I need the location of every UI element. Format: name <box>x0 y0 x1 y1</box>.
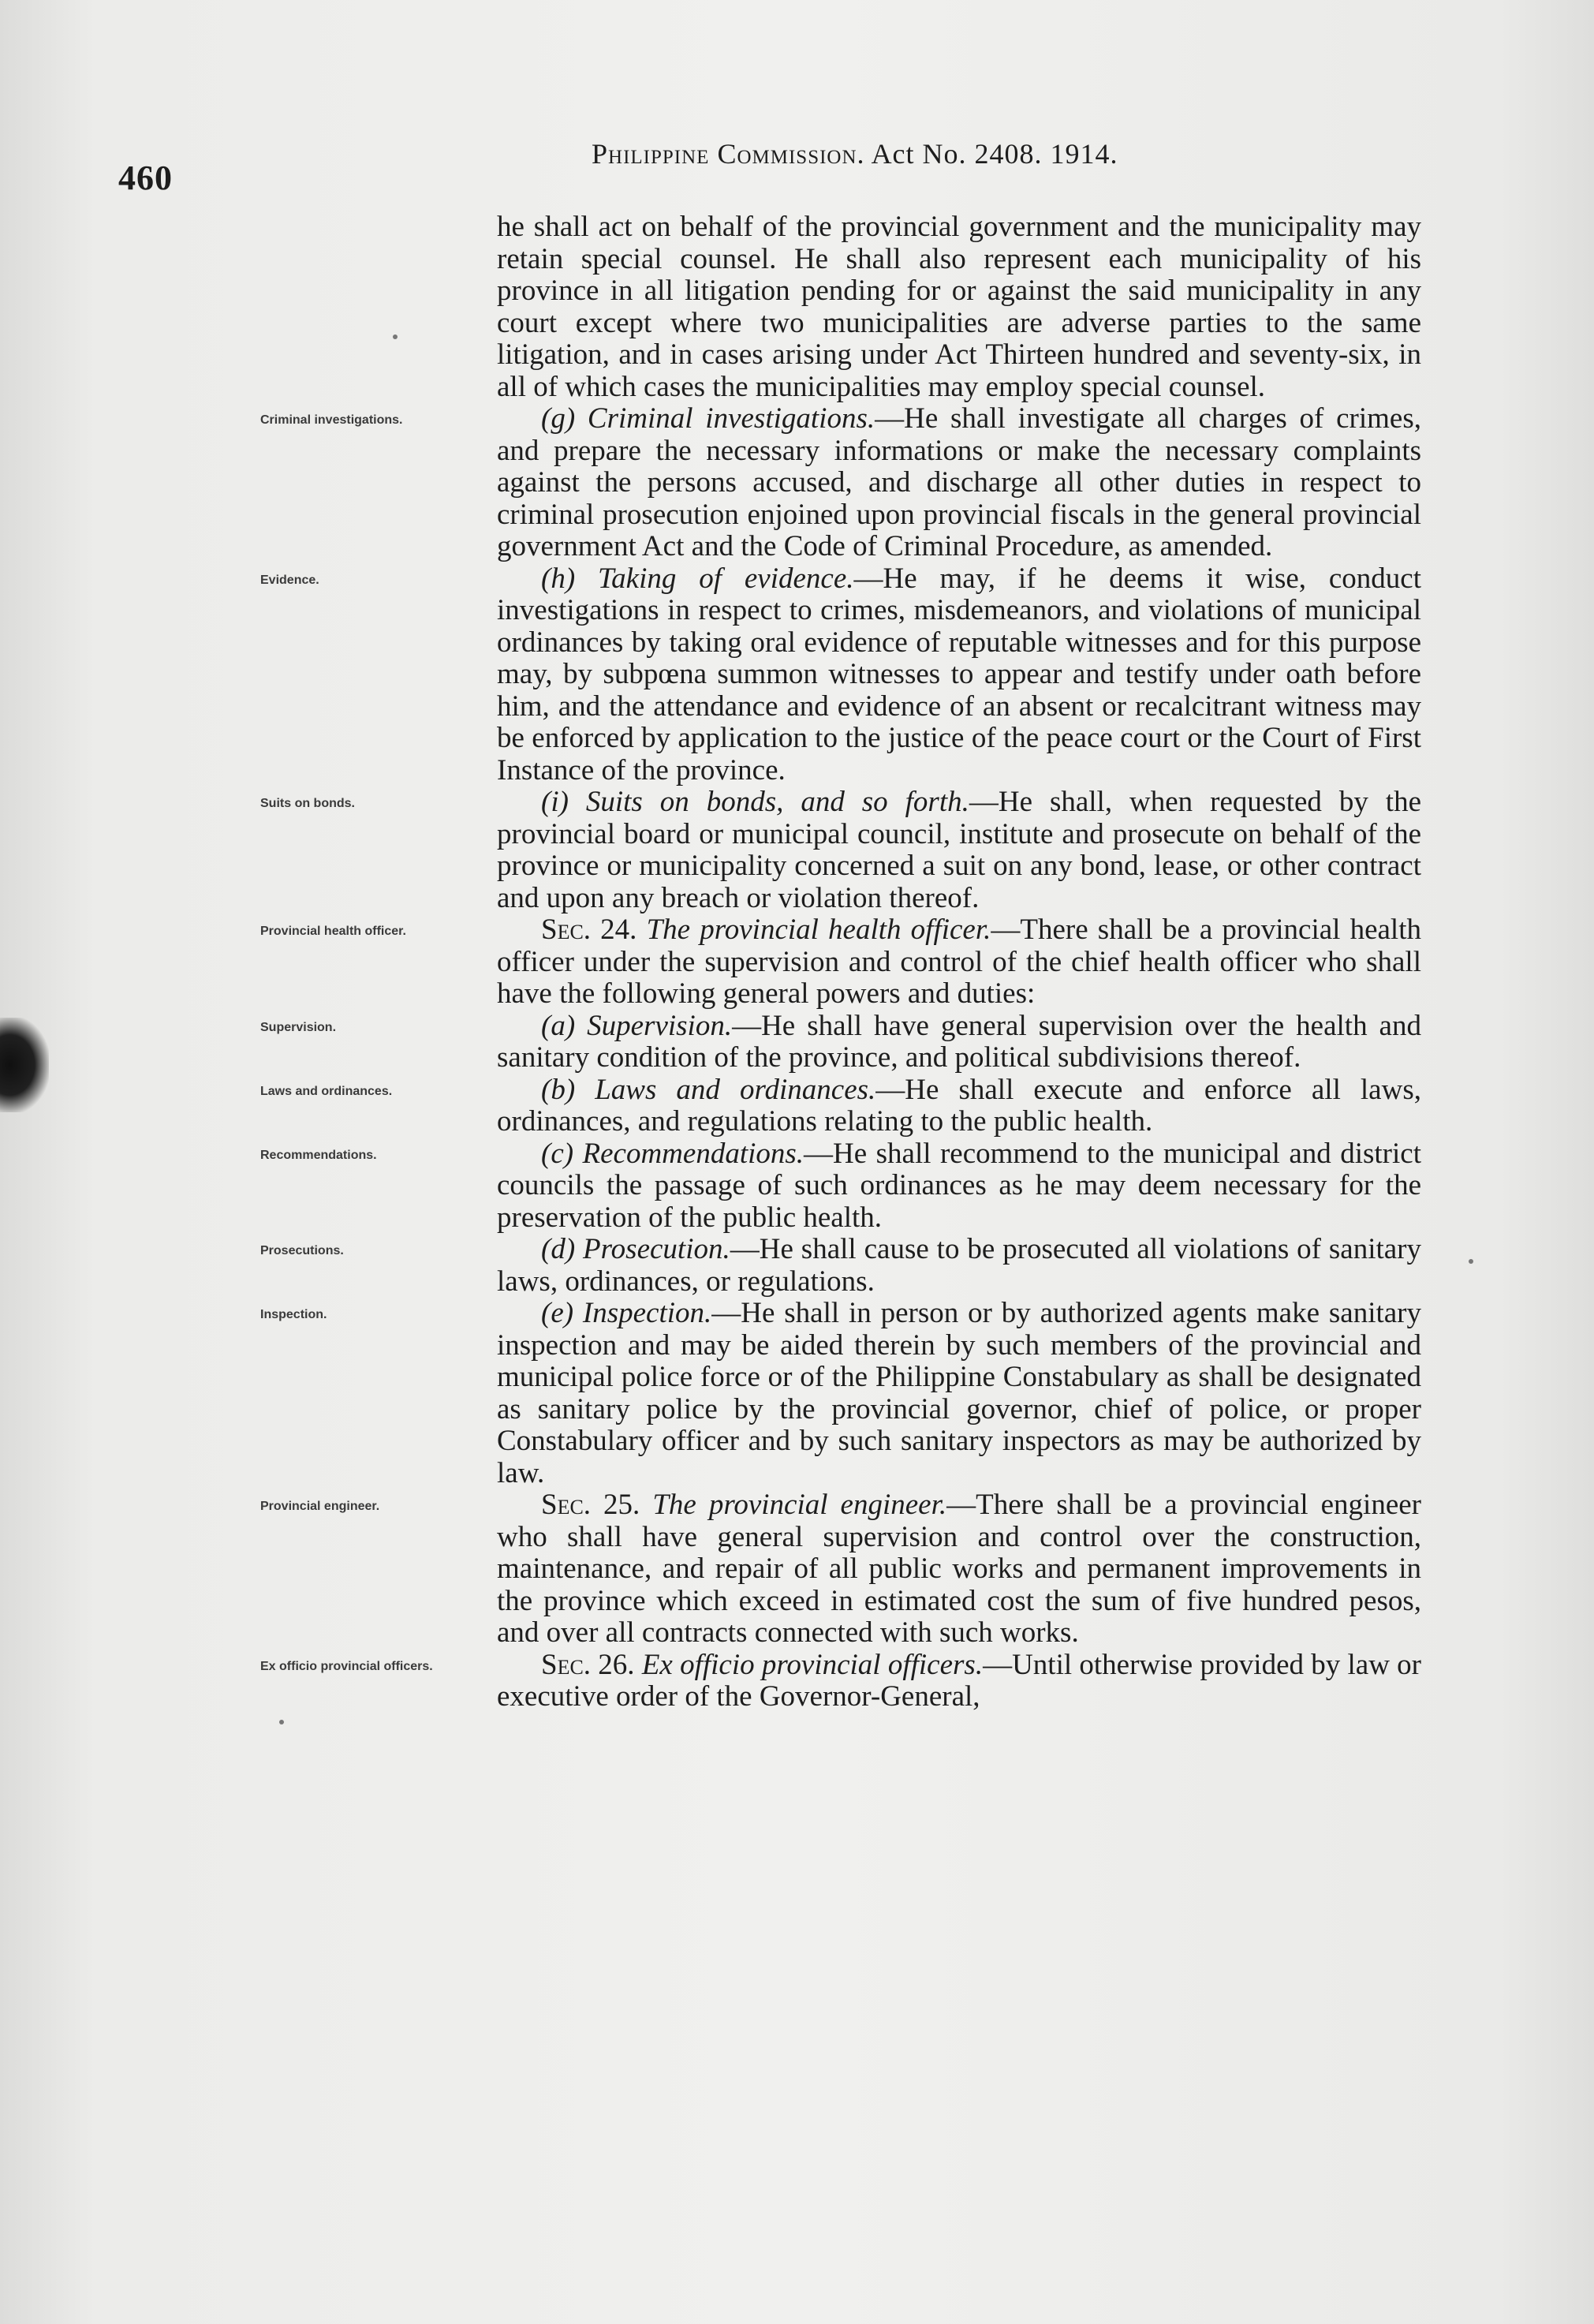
paragraph <box>497 914 1421 1011</box>
body-text <box>260 211 1514 1713</box>
paragraph <box>497 1298 1421 1489</box>
margin-note: Supervision. <box>260 1020 337 1034</box>
section-row <box>260 1298 1514 1489</box>
section-number: Sec. 26. <box>541 1648 635 1681</box>
paragraph-text: —There shall be a provincial engineer who shall have general supervision and control over the construction, maintenance, and repair of all public works and permanent improvements in the province which exceed in estimated cost the sum of five hundred pesos, and over all contracts connected with such works. <box>497 1489 1421 1649</box>
running-head-title: Philippine Commission. <box>592 138 865 170</box>
paragraph-heading: (e) Inspection. <box>541 1297 712 1329</box>
margin-note: Provincial engineer. <box>260 1500 380 1513</box>
running-head-act: Act No. 2408. 1914. <box>871 138 1118 170</box>
section-number: Sec. 24. <box>541 914 637 946</box>
paragraph-text: —There shall be a provincial health officer under the supervision and control of the chief health officer who shall have the following general powers and duties: <box>497 914 1421 1010</box>
margin-note: Laws and ordinances. <box>260 1084 393 1098</box>
paragraph-text: —He shall in person or by authorized agents make sanitary inspection and may be aided therein by such members of the provincial and municipal police force or of the Philippine Constabulary as shall be designated as sanitary police by the provincial governor, chief of police, or proper Constabulary officer and by such sanitary inspectors as may be authorized by law. <box>497 1297 1421 1489</box>
paragraph-text: he shall act on behalf of the provincial government and the municipality may retain special counsel. He shall also represent each municipality of his province in all litigation pending for or against the said municipality in any court except where two municipalities are adverse parties to the same litigation, and in cases arising under Act Thirteen hundred and seventy-six, in all of which cases the municipalities may employ special counsel. <box>497 211 1421 403</box>
section-row <box>260 1138 1514 1235</box>
margin-note <box>260 211 497 221</box>
paragraph-text: —He shall, when requested by the provincial board or municipal council, institute and prosecute on behalf of the province or municipality concerned a suit on any bond, lease, or other contract and upon any breach or violation thereof. <box>497 786 1422 914</box>
scan-artifact <box>0 1018 49 1112</box>
paragraph-heading: The provincial health officer. <box>646 914 991 946</box>
paragraph <box>497 1489 1421 1650</box>
scan-speck <box>279 1720 284 1724</box>
section-row <box>260 211 1514 403</box>
paragraph-heading: (b) Laws and ordinances. <box>541 1073 876 1106</box>
margin-note: Suits on bonds. <box>260 797 355 810</box>
section-row <box>260 786 1514 914</box>
section-row <box>260 1234 1514 1298</box>
paragraph-text: —He shall cause to be prosecuted all violations of sanitary laws, ordinances, or regulations. <box>497 1233 1422 1298</box>
margin-note: Ex officio provincial officers. <box>260 1659 433 1673</box>
paragraph-text: —He shall have general supervision over the health and sanitary condition of the province, and political subdivisions thereof. <box>497 1009 1421 1074</box>
paragraph <box>497 563 1421 787</box>
paragraph-heading: (i) Suits on bonds, and so forth. <box>541 786 969 818</box>
paragraph-text: —He shall execute and enforce all laws, ordinances, and regulations relating to the public health. <box>497 1073 1421 1138</box>
margin-note: Inspection. <box>260 1308 327 1321</box>
paragraph <box>497 211 1421 403</box>
section-row <box>260 563 1514 787</box>
paragraph <box>497 1074 1421 1138</box>
section-row <box>260 914 1514 1011</box>
section-row <box>260 1074 1514 1138</box>
running-head <box>592 137 1118 170</box>
paragraph <box>497 1234 1421 1298</box>
paragraph-text: —He shall investigate all charges of crimes, and prepare the necessary informations or make the necessary complaints against the persons accused, and discharge all other duties in respect to criminal prosecution enjoined upon provincial fiscals in the general provincial government Act and the Code of Criminal Procedure, as amended. <box>497 402 1421 562</box>
section-row <box>260 1011 1514 1074</box>
section-number: Sec. 25. <box>541 1489 640 1521</box>
page-number: 460 <box>118 159 173 197</box>
paragraph <box>497 403 1421 563</box>
margin-note: Recommendations. <box>260 1148 377 1162</box>
section-row <box>260 403 1514 563</box>
paragraph-heading: Ex officio provincial officers. <box>641 1648 984 1681</box>
paragraph <box>497 1138 1421 1235</box>
paragraph-heading: (a) Supervision. <box>541 1009 733 1042</box>
paragraph <box>497 1011 1421 1074</box>
section-row <box>260 1650 1514 1713</box>
section-row <box>260 1489 1514 1650</box>
paragraph-text: —He may, if he deems it wise, conduct investigations in respect to crimes, misdemeanors, and violations of municipal ordinances by taking oral evidence of reputable witnesses and for this purpose may, by subpœna summon witnesses to appear and testify under oath before him, and the attendance and evidence of an absent or recalcitrant witness may be enforced by application to the justice of the peace court or the Court of First Instance of the province. <box>497 562 1421 786</box>
paragraph <box>497 1650 1421 1713</box>
margin-note: Prosecutions. <box>260 1244 344 1257</box>
paragraph-heading: (c) Recommendations. <box>541 1137 804 1170</box>
margin-note: Criminal investigations. <box>260 413 403 427</box>
paragraph-text: —Until otherwise provided by law or executive order of the Governor-General, <box>497 1648 1421 1713</box>
paragraph-text: —He shall recommend to the municipal and district councils the passage of such ordinances as he may deem necessary for the preservation of the public health. <box>497 1137 1421 1234</box>
paragraph-heading: (d) Prosecution. <box>541 1233 730 1265</box>
margin-note: Provincial health officer. <box>260 925 406 938</box>
paragraph-heading: The provincial engineer. <box>652 1489 947 1521</box>
paragraph <box>497 786 1421 914</box>
paragraph-heading: (g) Criminal investigations. <box>541 402 875 435</box>
margin-note: Evidence. <box>260 573 319 587</box>
paragraph-heading: (h) Taking of evidence. <box>541 562 854 595</box>
